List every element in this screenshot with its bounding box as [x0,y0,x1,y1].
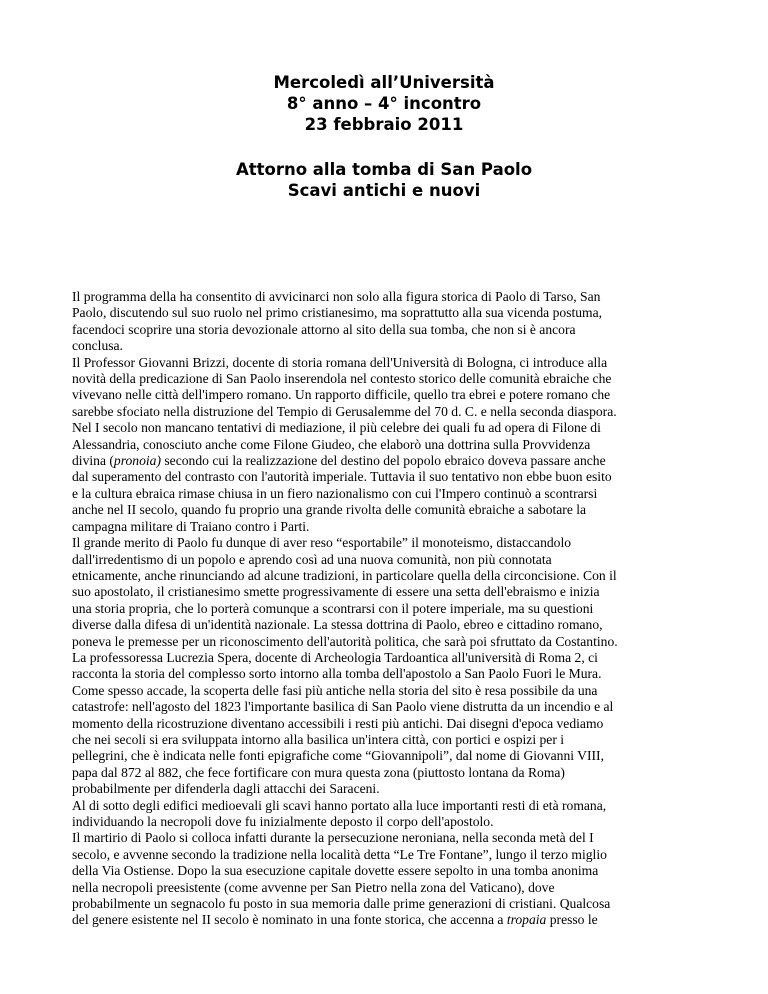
text-fragment: presso le [546,912,598,928]
text-line: Come spesso accade, la scoperta delle fasi più antiche nella storia del sito è resa possibile da una [72,682,598,698]
paragraph-3 [72,535,700,650]
lecture-title-line1: Attorno alla tomba di San Paolo [235,160,533,179]
text-line: e la cultura ebraica rimase chiusa in un fiero nazionalismo con cui l'Impero continuò a scontrarsi [72,485,598,501]
italic-term-tropaia: tropaia [506,912,547,928]
lecture-title-line2: Scavi antichi e nuovi [287,181,481,200]
text-line: anche nel II secolo, quando fu proprio una grande rivolta delle comunità ebraiche a sabotare la [72,502,587,518]
text-line: individuando la necropoli dove fu inizialmente deposto il corpo dell'apostolo. [72,814,494,829]
text-line: dal superamento del contrasto con l'autorità imperiale. Tuttavia il suo tentativo non ebbe buon esito [72,469,612,485]
text-line: papa dal 872 al 882, che fece fortificare con mura questa zona (piuttosto lontana da Roma) [72,764,565,780]
text-line: etnicamente, anche rinunciando ad alcune tradizioni, in particolare quella della circoncisione. Con il [72,567,617,583]
event-title: Mercoledì all’Università [273,73,495,92]
text-line: dall'irredentismo di un popolo e aprendo così ad una nuova comunità, non più connotata [72,551,552,567]
text-line: diverse dalla difesa di un'identità nazionale. La stessa dottrina di Paolo, ebreo e cittadino romano, [72,617,603,633]
text-line: facendoci scoprire una storia devozionale attorno al sito della sua tomba, che non si è ancora [72,321,576,337]
text-line: momento della ricostruzione diventano accessibili i resti più antichi. Dai disegni d'epoca vediamo [72,715,604,731]
event-header [0,72,768,135]
text-line: Il programma della ha consentito di avvicinarci non solo alla figura storica di Paolo di Tarso, San [72,289,601,304]
italic-term-pronoia: pronoia) [113,453,161,469]
text-line: Il Professor Giovanni Brizzi, docente di storia romana dell'Università di Bologna, ci introduce alla [72,354,608,370]
text-line: novità della predicazione di San Paolo inserendola nel contesto storico delle comunità ebraiche che [72,371,612,387]
text-line: sarebbe sfociato nella distruzione del Tempio di Gerusalemme del 70 d. C. e nella seconda diaspora. [72,403,617,419]
text-line: probabilmente per difenderla dagli attacchi dei Saraceni. [72,781,380,797]
paragraph-6 [72,830,700,928]
text-line: vivevano nelle città dell'impero romano. Un rapporto difficile, quello tra ebrei e potere romano che [72,387,611,403]
text-line: probabilmente un segnacolo fu posto in sua memoria dalle prime generazioni di cristiani. Qualcosa [72,896,611,912]
text-line: Il martirio di Paolo si colloca infatti durante la persecuzione neroniana, nella seconda metà del I [72,830,594,846]
text-line: La professoressa Lucrezia Spera, docente di Archeologia Tardoantica all'università di Roma 2, ci [72,649,598,665]
text-line [72,912,700,928]
text-line: Paolo, discutendo sul suo ruolo nel primo cristianesimo, ma soprattutto alla sua vicenda postuma, [72,305,603,321]
text-line: racconta la storia del complesso sorto intorno alla tomba dell'apostolo a San Paolo Fuori le Mura. [72,666,602,682]
text-line: suo apostolato, il cristianesimo smette progressivamente di essere una setta dell'ebraismo e inizia [72,584,600,600]
text-line: secolo, e avvenne secondo la tradizione nella località detta “Le Tre Fontane”, lungo il terzo miglio [72,846,607,862]
text-fragment: del genere esistente nel II secolo è nominato in una fonte storica, che accenna a [72,912,507,928]
text-line: nella necropoli preesistente (come avvenne per San Pietro nella zona del Vaticano), dove [72,879,555,895]
text-line: poneva le premesse per un riconoscimento dell'autorità politica, che sarà poi sfruttato da Costantino. [72,633,618,649]
text-line: Alessandria, conosciuto anche come Filone Giudeo, che elaborò una dottrina sulla Provvidenza [72,436,591,452]
text-fragment: divina ( [72,453,114,469]
text-fragment: secondo cui la realizzazione del destino del popolo ebraico doveva passare anche [160,453,606,469]
text-line: conclusa. [72,338,123,354]
article-body [72,289,700,929]
event-edition: 8° anno – 4° incontro [286,94,482,113]
text-line: che nei secoli si era sviluppata intorno alla basilica un'intera città, con portici e ospizi per i [72,731,565,747]
text-line: pellegrini, che è indicata nelle fonti epigrafiche come “Giovannipoli”, dal nome di Giovanni VIII, [72,748,604,764]
paragraph-1 [72,289,700,355]
lecture-title [0,159,768,201]
paragraph-2 [72,355,700,535]
paragraph-4 [72,650,700,798]
text-line: Nel I secolo non mancano tentativi di mediazione, il più celebre dei quali fu ad opera di Filone di [72,420,601,436]
text-line [72,453,700,469]
text-line: Il grande merito di Paolo fu dunque di aver reso “esportabile” il monoteismo, distaccandolo [72,535,572,551]
paragraph-5 [72,798,700,831]
text-line: della Via Ostiense. Dopo la sua esecuzione capitale dovette essere sepolto in una tomba anonima [72,863,599,879]
event-date: 23 febbraio 2011 [304,115,464,134]
text-line: campagna militare di Traiano contro i Parti. [72,518,310,534]
text-line: Al di sotto degli edifici medioevali gli scavi hanno portato alla luce importanti resti di età romana, [72,797,607,813]
text-line: una storia propria, che lo porterà comunque a scontrarsi con il potere imperiale, ma su questioni [72,600,594,616]
text-line: catastrofe: nell'agosto del 1823 l'importante basilica di San Paolo viene distrutta da un incendio e al [72,699,614,715]
